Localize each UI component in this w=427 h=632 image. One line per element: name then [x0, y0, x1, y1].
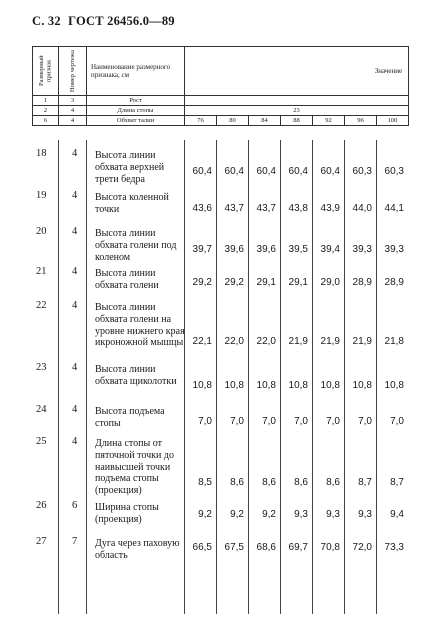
row-value-cell: 43,7 [224, 203, 244, 214]
row-drawing-number: 4 [72, 300, 78, 311]
row-number: 20 [36, 226, 47, 237]
row-value-cell: 44,1 [384, 203, 404, 214]
row-value-cell: 29,2 [224, 277, 244, 288]
row-value-cell: 66,5 [192, 542, 212, 553]
row-number: 22 [36, 300, 47, 311]
row-value-cell: 8,5 [198, 477, 212, 488]
col-feature-header: Размерный признак [33, 47, 59, 96]
row-value-cell: 9,2 [198, 509, 212, 520]
row-value-cell: 8,6 [230, 477, 244, 488]
row-value-cell: 69,7 [288, 542, 308, 553]
row-value-cell: 7,0 [198, 416, 212, 427]
row-drawing-number: 6 [72, 500, 78, 511]
row-value-cell: 39,4 [320, 244, 340, 255]
row-value-cell: 22,1 [192, 336, 212, 347]
row-value-cell: 9,2 [230, 509, 244, 520]
row-value-cell: 10,8 [352, 380, 372, 391]
row-drawing-number: 4 [72, 436, 78, 447]
col-value-header: Значение [185, 47, 409, 96]
row-value-cell: 70,8 [320, 542, 340, 553]
row-value-cell: 60,4 [288, 166, 308, 177]
row-number: 23 [36, 362, 47, 373]
row-value-cell: 22,0 [224, 336, 244, 347]
row-feature-name: Высота линии обхвата верхней трети бедра [95, 150, 165, 185]
row-value-cell: 7,0 [326, 416, 340, 427]
row-number: 25 [36, 436, 47, 447]
row-feature-name: Высота линии обхвата голени под коленом [95, 228, 177, 263]
row-value-cell: 28,9 [352, 277, 372, 288]
row-value-cell: 10,8 [288, 380, 308, 391]
row-value-cell: 8,7 [358, 477, 372, 488]
row-value-cell: 10,8 [256, 380, 276, 391]
col-drawing-header: Номер чертежа [59, 47, 87, 96]
row-value-cell: 39,3 [384, 244, 404, 255]
table-row: 1 3 Рост [33, 96, 409, 106]
row-value-cell: 9,4 [390, 509, 404, 520]
row-value-cell: 39,6 [256, 244, 276, 255]
row-number: 27 [36, 536, 47, 547]
row-value-cell: 39,3 [352, 244, 372, 255]
row-feature-name: Длина стопы от пяточной точки до наивысшей точки подъема стопы (проекция) [95, 438, 174, 497]
col-name-header: Наименование размерного признака, см [87, 47, 185, 96]
row-value-cell: 60,3 [384, 166, 404, 177]
row-value-cell: 28,9 [384, 277, 404, 288]
row-value-cell: 60,4 [320, 166, 340, 177]
row-drawing-number: 4 [72, 362, 78, 373]
column-divider [86, 140, 87, 614]
row-feature-name: Высота подъема стопы [95, 406, 165, 429]
row-number: 19 [36, 190, 47, 201]
row-drawing-number: 7 [72, 536, 78, 547]
row-value-cell: 9,2 [262, 509, 276, 520]
row-value-cell: 44,0 [352, 203, 372, 214]
row-number: 24 [36, 404, 47, 415]
row-value-cell: 8,6 [326, 477, 340, 488]
row-value-cell: 29,0 [320, 277, 340, 288]
table-row: 2 4 Длина стопы 23 [33, 106, 409, 116]
row-drawing-number: 4 [72, 190, 78, 201]
page-number: С. 32 [32, 14, 61, 28]
row-number: 18 [36, 148, 47, 159]
row-value-cell: 73,3 [384, 542, 404, 553]
row-drawing-number: 4 [72, 226, 78, 237]
row-value-cell: 21,8 [384, 336, 404, 347]
row-feature-name: Высота линии обхвата щиколотки [95, 364, 177, 387]
row-value-cell: 7,0 [358, 416, 372, 427]
row-value-cell: 60,4 [224, 166, 244, 177]
row-value-cell: 60,4 [192, 166, 212, 177]
row-value-cell: 8,7 [390, 477, 404, 488]
row-value-cell: 8,6 [294, 477, 308, 488]
row-feature-name: Высота линии обхвата голени [95, 268, 159, 291]
row-value-cell: 22,0 [256, 336, 276, 347]
row-value-cell: 67,5 [224, 542, 244, 553]
row-value-cell: 43,9 [320, 203, 340, 214]
row-value-cell: 10,8 [320, 380, 340, 391]
row-value-cell: 72,0 [352, 542, 372, 553]
row-drawing-number: 4 [72, 148, 78, 159]
row-value-cell: 10,8 [192, 380, 212, 391]
row-value-cell: 43,8 [288, 203, 308, 214]
row-feature-name: Дуга через паховую область [95, 538, 180, 561]
row-value-cell: 39,7 [192, 244, 212, 255]
row-number: 21 [36, 266, 47, 277]
row-value-cell: 29,1 [256, 277, 276, 288]
row-value-cell: 39,6 [224, 244, 244, 255]
row-value-cell: 9,3 [294, 509, 308, 520]
row-value-cell: 60,4 [256, 166, 276, 177]
column-divider [58, 140, 59, 614]
row-number: 26 [36, 500, 47, 511]
row-value-cell: 9,3 [358, 509, 372, 520]
row-feature-name: Высота коленной точки [95, 192, 169, 215]
row-value-cell: 8,6 [262, 477, 276, 488]
row-value-cell: 10,8 [224, 380, 244, 391]
row-drawing-number: 4 [72, 266, 78, 277]
row-value-cell: 29,2 [192, 277, 212, 288]
row-value-cell: 7,0 [262, 416, 276, 427]
row-value-cell: 7,0 [390, 416, 404, 427]
row-value-cell: 68,6 [256, 542, 276, 553]
row-value-cell: 9,3 [326, 509, 340, 520]
row-value-cell: 21,9 [320, 336, 340, 347]
row-value-cell: 10,8 [384, 380, 404, 391]
row-value-cell: 7,0 [294, 416, 308, 427]
row-value-cell: 43,6 [192, 203, 212, 214]
row-value-cell: 7,0 [230, 416, 244, 427]
row-drawing-number: 4 [72, 404, 78, 415]
row-value-cell: 21,9 [288, 336, 308, 347]
row-feature-name: Ширина стопы (проекция) [95, 502, 159, 525]
table-row: 6 4 Обхват талии 76 80 84 88 92 96 100 [33, 116, 409, 126]
standard-code: ГОСТ 26456.0—89 [68, 14, 175, 28]
row-value-cell: 43,7 [256, 203, 276, 214]
row-value-cell: 21,9 [352, 336, 372, 347]
row-value-cell: 60,3 [352, 166, 372, 177]
row-value-cell: 39,5 [288, 244, 308, 255]
row-value-cell: 29,1 [288, 277, 308, 288]
row-feature-name: Высота линии обхвата голени на уровне нижнего края икроножной мышцы [95, 302, 185, 349]
